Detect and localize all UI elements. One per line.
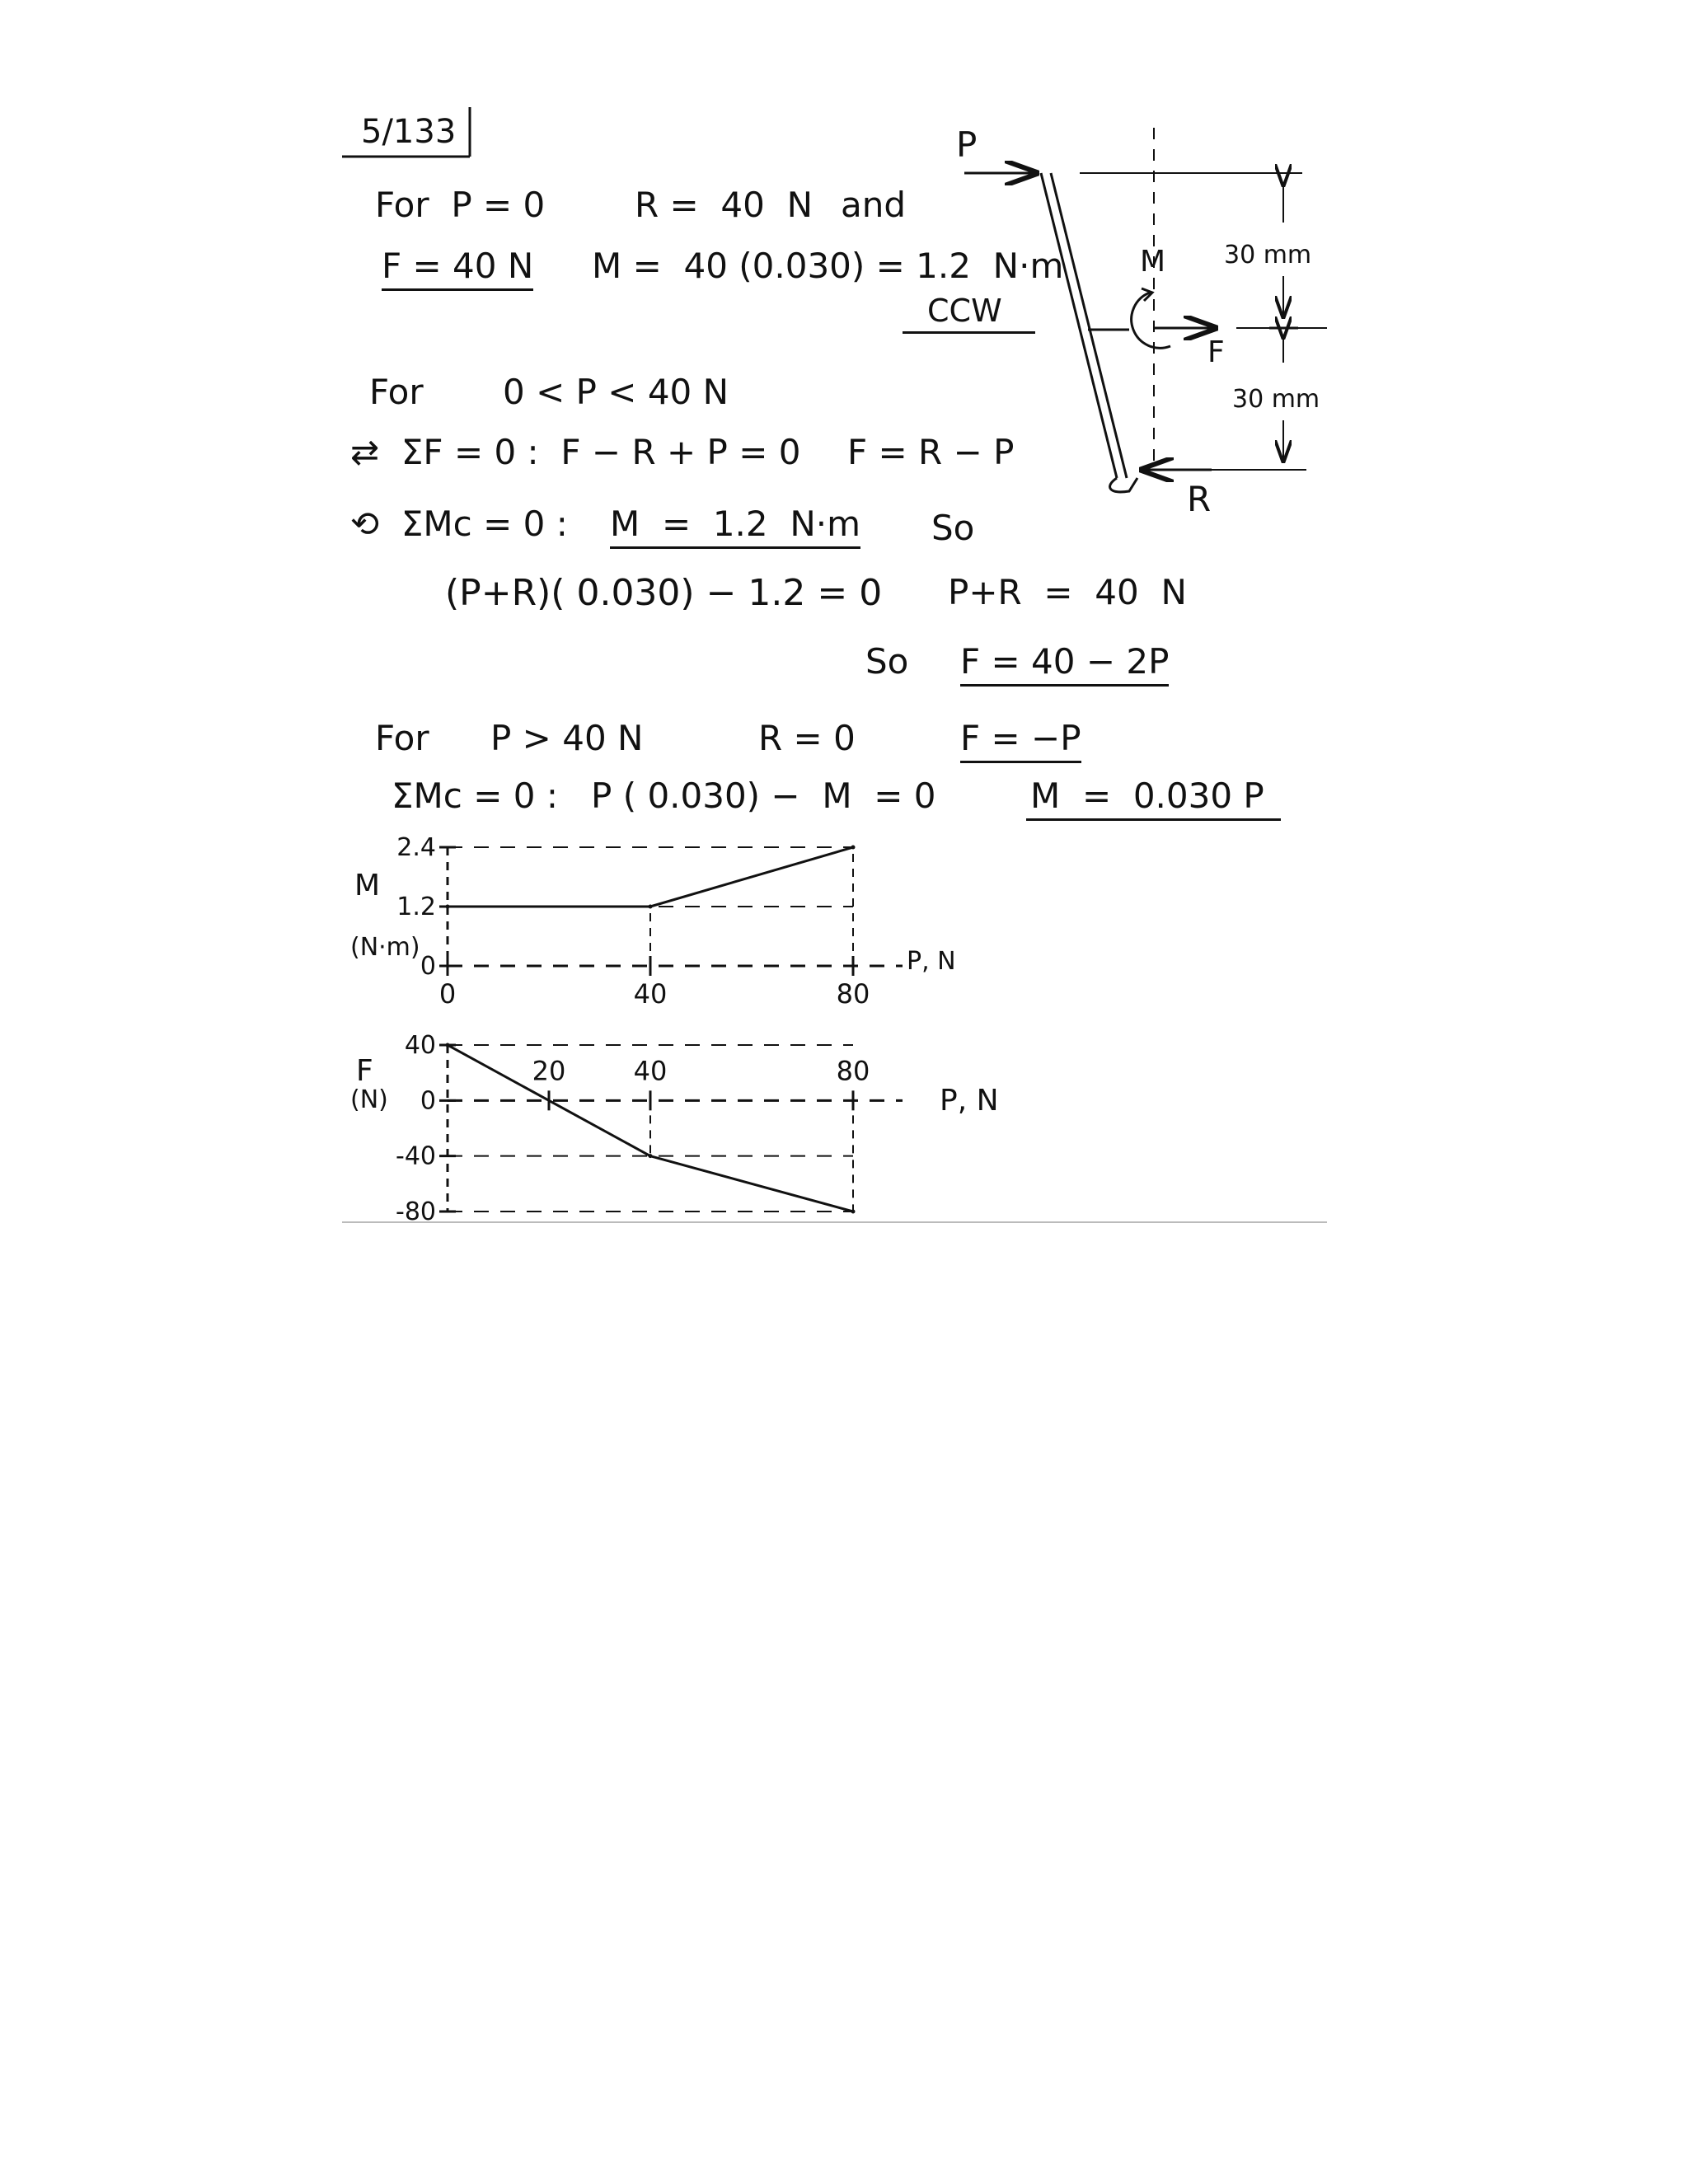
case2-sum-m-prefix: ⟲ ΣMc = 0 :	[350, 504, 568, 544]
case2-so2: So	[865, 641, 909, 682]
x-tick-label: 0	[438, 978, 457, 1010]
case2-range: 0 < P < 40 N	[503, 372, 729, 412]
case2-sum-m: M = 1.2 N·m	[610, 507, 860, 549]
case3-sum-m: ΣMc = 0 : P ( 0.030) − M = 0	[392, 776, 936, 816]
case3-range: P > 40 N	[490, 718, 644, 758]
case3-m-result: M = 0.030 P	[1026, 779, 1281, 821]
y-tick-label: 1.2	[396, 893, 436, 921]
case2-for: For	[369, 372, 424, 412]
chart-m-xlabel: P, N	[907, 947, 956, 976]
y-tick-label: 0	[420, 1086, 436, 1116]
fbd-dim2: 30 mm	[1232, 385, 1320, 414]
x-tick-label: 40	[633, 978, 668, 1010]
y-tick-label: 0	[420, 952, 436, 981]
case1-r-value: R = 40 N	[635, 185, 813, 225]
chart-f-yunit: (N)	[350, 1085, 388, 1114]
x-tick-label: 40	[633, 1055, 668, 1087]
case1-m-eq: M = 40 (0.030) = 1.2 N·m	[592, 246, 1064, 286]
case3-f-result: F = −P	[960, 721, 1081, 763]
fbd-p-label: P	[956, 124, 978, 165]
case2-f-final: F = 40 − 2P	[960, 644, 1169, 687]
y-tick-label: 40	[404, 1031, 436, 1060]
y-tick-label: 2.4	[396, 833, 436, 862]
x-tick-label: 20	[532, 1055, 566, 1087]
chart-m-ylabel: M	[354, 869, 381, 902]
x-tick-label: 80	[836, 1055, 870, 1087]
fbd-r-label: R	[1187, 479, 1212, 519]
case1-f-result: F = 40 N	[382, 249, 533, 291]
case2-eq-result: P+R = 40 N	[948, 572, 1187, 612]
case2-so1: So	[931, 508, 975, 548]
problem-number: 5/133	[361, 113, 457, 151]
case3-for: For	[375, 718, 429, 758]
x-tick-label: 80	[836, 978, 870, 1010]
case3-r: R = 0	[758, 718, 856, 758]
fbd-dim1: 30 mm	[1224, 241, 1312, 269]
case2-equation: (P+R)( 0.030) − 1.2 = 0	[445, 572, 883, 614]
chart-f-xlabel: P, N	[940, 1084, 999, 1118]
case1-and: and	[841, 185, 907, 225]
case2-f-result: F = R − P	[847, 432, 1015, 472]
chart-m-yunit: (N·m)	[350, 933, 420, 962]
y-tick-label: -40	[396, 1141, 436, 1171]
fbd-f-label: F	[1207, 335, 1225, 369]
chart-f-ylabel: F	[356, 1054, 373, 1088]
case1-direction: CCW	[903, 295, 1035, 334]
fbd-m-label: M	[1140, 245, 1166, 279]
y-tick-label: -80	[396, 1197, 436, 1226]
case1-for-p0: For P = 0	[375, 185, 546, 225]
case2-sum-f: ⇄ ΣF = 0 : F − R + P = 0	[350, 432, 801, 472]
